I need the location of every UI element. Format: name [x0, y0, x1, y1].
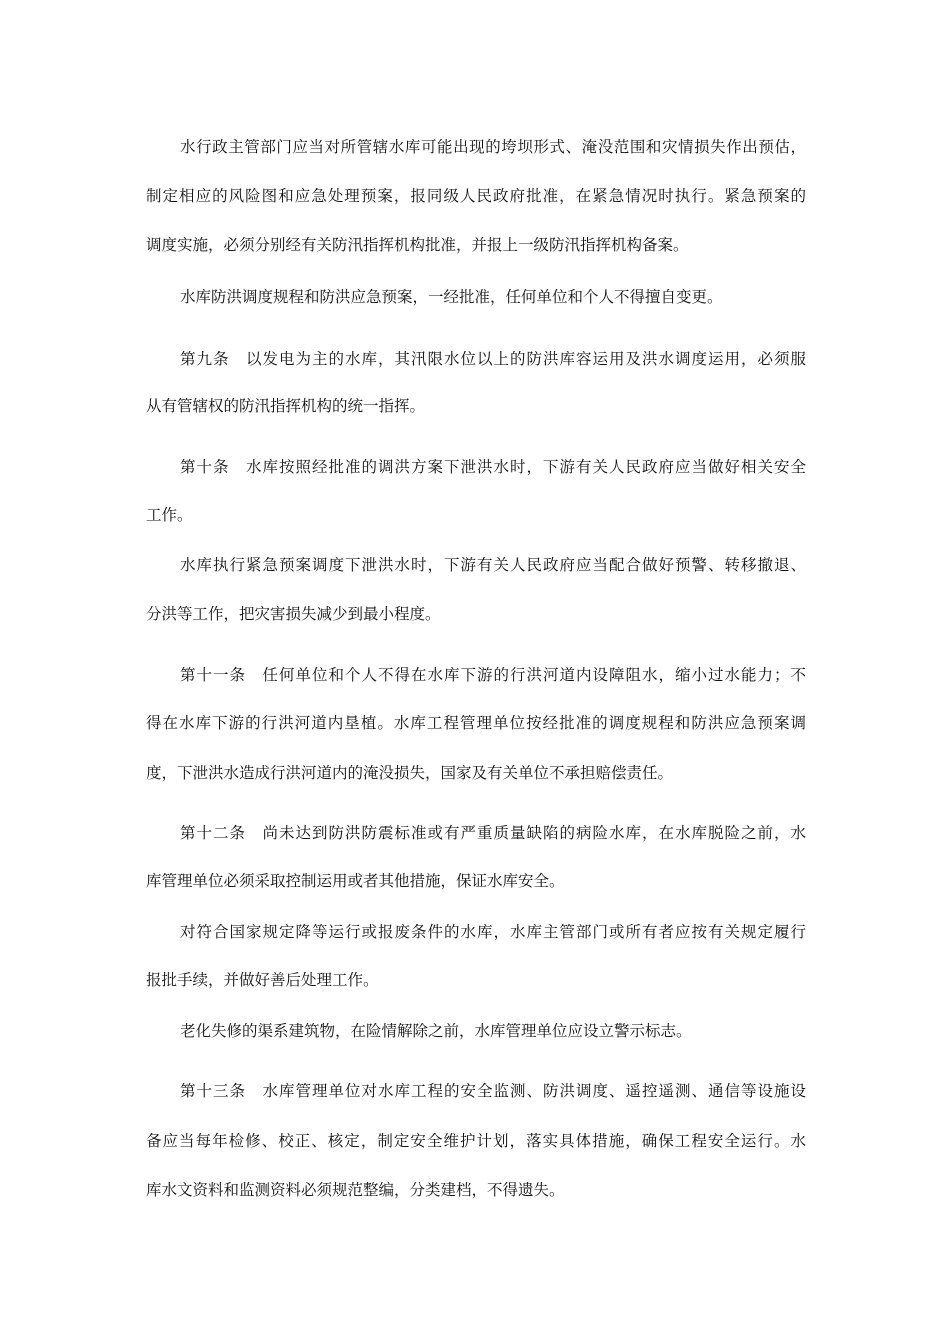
paragraph-line: 分洪等工作，把灾害损失减少到最小程度。	[146, 605, 441, 623]
paragraph-line: 备应当每年检修、校正、核定，制定安全维护计划，落实具体措施，确保工程安全运行。水	[146, 1132, 806, 1150]
article-line: 第十二条 尚未达到防洪防震标准或有严重质量缺陷的病险水库，在水库脱险之前，水	[180, 824, 806, 842]
paragraph-line: 水库防洪调度规程和防洪应急预案，一经批准，任何单位和个人不得擅自变更。	[180, 288, 723, 306]
paragraph-line: 对符合国家规定降等运行或报废条件的水库，水库主管部门或所有者应按有关规定履行	[180, 923, 806, 941]
article-line: 第十一条 任何单位和个人不得在水库下游的行洪河道内设障阻水，缩小过水能力；不	[180, 666, 806, 684]
paragraph-line: 水库执行紧急预案调度下泄洪水时，下游有关人民政府应当配合做好预警、转移撤退、	[180, 556, 806, 574]
paragraph-line: 库管理单位必须采取控制运用或者其他措施，保证水库安全。	[146, 872, 565, 890]
paragraph-line: 报批手续，并做好善后处理工作。	[146, 971, 379, 989]
paragraph-line: 制定相应的风险图和应急处理预案，报同级人民政府批准，在紧急情况时执行。紧急预案的	[146, 187, 806, 205]
article-line: 第十条 水库按照经批准的调洪方案下泄洪水时，下游有关人民政府应当做好相关安全	[180, 458, 806, 476]
paragraph-line: 水行政主管部门应当对所管辖水库可能出现的垮坝形式、淹没范围和灾情损失作出预估，	[180, 138, 806, 156]
article-line: 第九条 以发电为主的水库，其汛限水位以上的防洪库容运用及洪水调度运用，必须服	[180, 350, 806, 368]
paragraph-line: 得在水库下游的行洪河道内垦植。水库工程管理单位按经批准的调度规程和防洪应急预案调	[146, 714, 806, 732]
article-line: 第十三条 水库管理单位对水库工程的安全监测、防洪调度、遥控遥测、通信等设施设	[180, 1082, 806, 1100]
paragraph-line: 度，下泄洪水造成行洪河道内的淹没损失，国家及有关单位不承担赔偿责任。	[146, 764, 674, 782]
paragraph-line: 调度实施，必须分别经有关防汛指挥机构批准，并报上一级防汛指挥机构备案。	[146, 236, 689, 254]
paragraph-line: 工作。	[146, 506, 193, 524]
paragraph-line: 老化失修的渠系建筑物，在险情解除之前，水库管理单位应设立警示标志。	[180, 1022, 692, 1040]
paragraph-line: 从有管辖权的防汛指挥机构的统一指挥。	[146, 397, 426, 415]
paragraph-line: 库水文资料和监测资料必须规范整编，分类建档，不得遗失。	[146, 1181, 565, 1199]
